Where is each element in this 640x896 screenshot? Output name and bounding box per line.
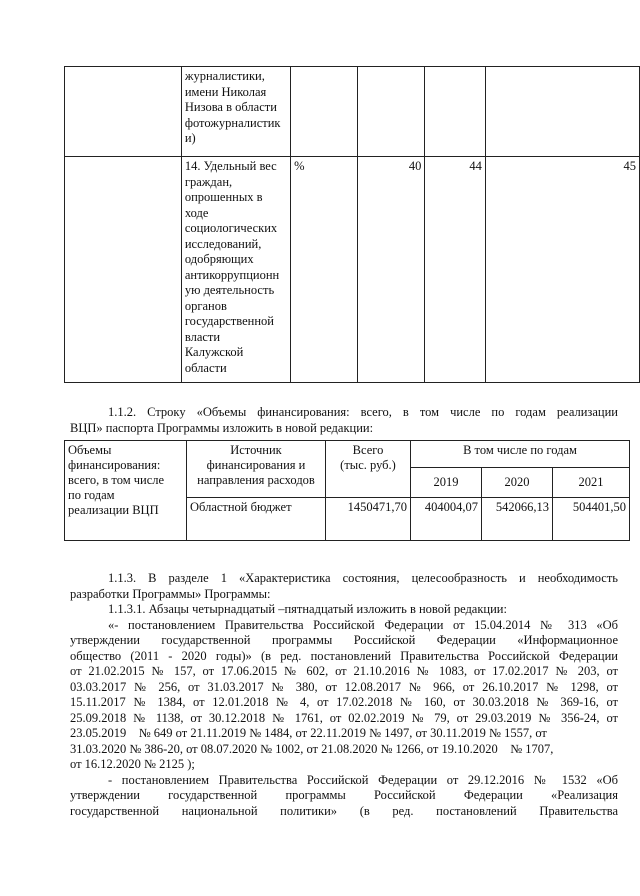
paragraph-1-1-3: 1.1.3. В разделе 1 «Характеристика состояния, целесообразность и необходимость разработки Программы» Программы: 1.1.3.1. Абзацы четырнадцатый –пятнадцатый изложить в новой редакции: «- постановлением Правительства Российской Федерации от 15.04.2014 № 313 «Об утверждении государственной программы Российской Федерации «Информационное общество (2011 - 2020 годы)» (в ред. постановлений Правительства Российской Федерации от 21.02.2015 № 157, от 17.06.2015 № 602, от 21.10.2016 № 1083, от 17.02.2017 № 203, от 03.03.2017 № 256, от 31.03.2017 № 380, от 12.08.2017 № 966, от 26.10.2017 № 1298, от 15.11.2017 № 1384, от 12.01.2018 № 4, от 17.02.2018 № 160, от 30.03.2018 № 369-16, от 25.09.2018 № 1138, от 30.12.2018 № 1761, от 02.02.2019 № 79, от 29.03.2019 № 356-24, от 23.05.2019 № 649 от 21.11.2019 № 1484, от 22.11.2019 № 1497, от 30.11.2019 № 1557, от 31.03.2020 № 386-20, от 08.07.2020 № 1002, от 21.08.2020 № 1266, от 19.10.2020 № 1707, от 16.12.2020 № 2125 ); - постановлением Правительства Российской Федерации от 29.12.2016 № 1532 «Об утверждении государственной программы Российской Федерации «Реализация государственной национальной политики» (в ред. постановлений Правительства <box>70 571 618 818</box>
year-2020-header: 2020 <box>482 468 553 498</box>
value-2019-cell: 404004,07 <box>411 498 482 541</box>
financing-label-cell: Объемы финансирования: всего, в том числе по годам реализации ВЦП <box>65 441 187 541</box>
total-header-cell: Всего (тыс. руб.) <box>326 441 411 498</box>
table-cell <box>65 157 182 383</box>
table-cell <box>65 67 182 157</box>
value-cell: 40 <box>357 157 425 383</box>
paragraph-1-1-2: 1.1.2. Строку «Объемы финансирования: всего, в том числе по годам реализации ВЦП» паспорта Программы изложить в новой редакции: <box>70 405 618 435</box>
value-cell: 45 <box>485 157 639 383</box>
indicator-name-cell: 14. Удельный вес граждан, опрошенных в ходе социологических исследований, одобряющих антикоррупционн ую деятельность органов государственной власти Калужской области <box>181 157 290 383</box>
table-cell <box>425 67 485 157</box>
value-cell: 44 <box>425 157 485 383</box>
financing-table <box>64 440 630 541</box>
table-row <box>65 441 630 468</box>
table-cell <box>357 67 425 157</box>
table-row <box>65 157 640 383</box>
unit-cell: % <box>291 157 358 383</box>
table-cell <box>485 67 639 157</box>
years-header-cell: В том числе по годам <box>411 441 630 468</box>
table-cell <box>291 67 358 157</box>
value-2021-cell: 504401,50 <box>553 498 630 541</box>
indicators-table <box>64 66 640 383</box>
year-2021-header: 2021 <box>553 468 630 498</box>
indicator-name-cell: журналистики, имени Николая Низова в области фотожурналистик и) <box>181 67 290 157</box>
total-value-cell: 1450471,70 <box>326 498 411 541</box>
source-cell: Областной бюджет <box>187 498 326 541</box>
value-2020-cell: 542066,13 <box>482 498 553 541</box>
source-header-cell: Источник финансирования и направления расходов <box>187 441 326 498</box>
year-2019-header: 2019 <box>411 468 482 498</box>
table-row <box>65 67 640 157</box>
